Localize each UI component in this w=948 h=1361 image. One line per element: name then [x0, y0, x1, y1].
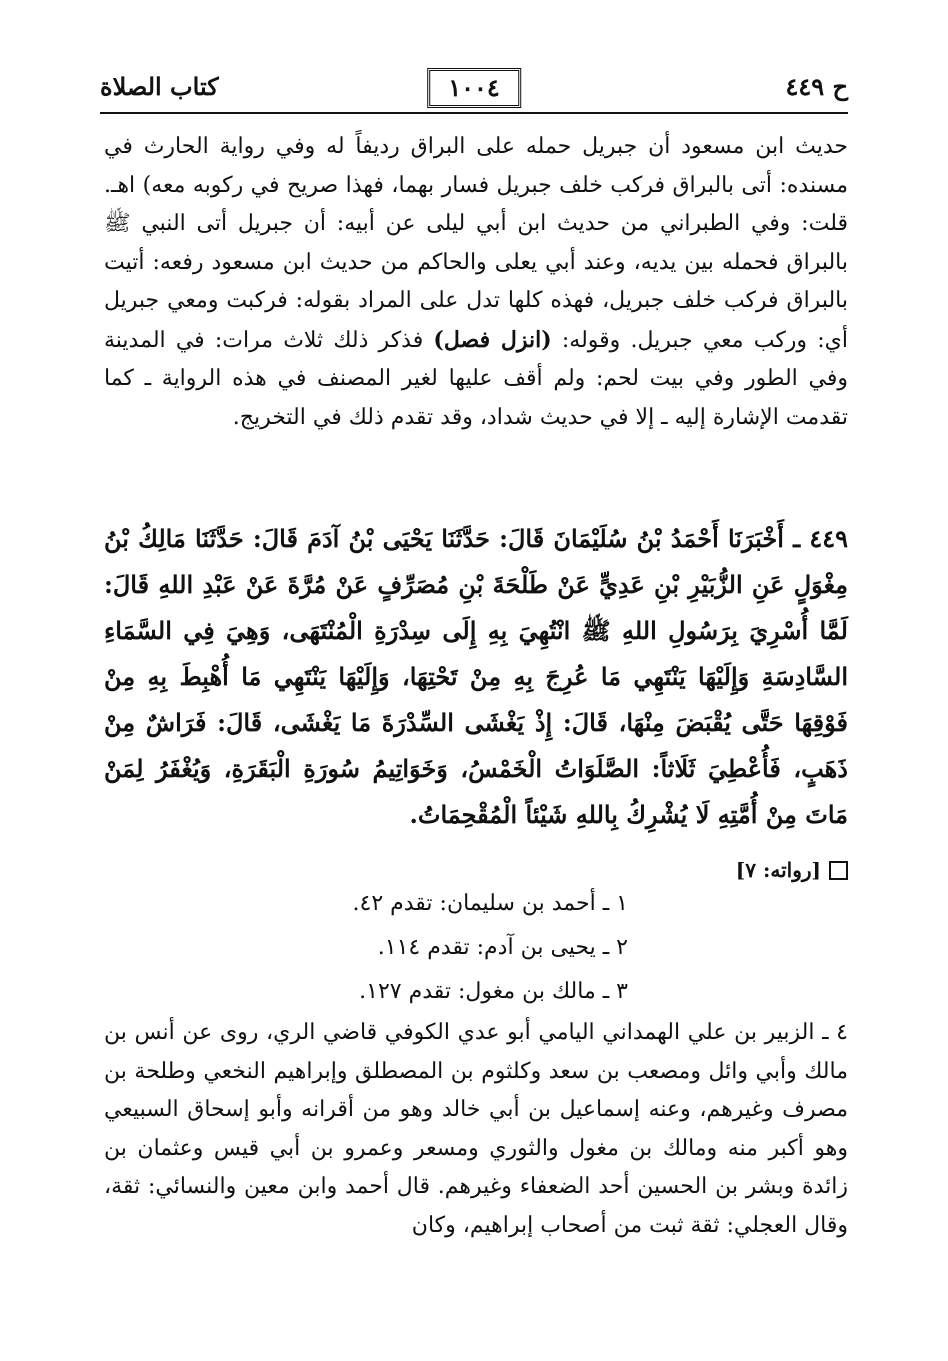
header-rule: [100, 112, 848, 114]
hadith-paragraph: [104, 516, 848, 838]
narrators-section: [104, 858, 848, 1245]
narrator-item: ٣ ـ مالك بن مغول: تقدم ١٢٧.: [359, 979, 628, 1004]
narrator-bio: ٤ ـ الزبير بن علي الهمداني اليامي أبو عدي الكوفي قاضي الري، روى عن أنس بن مالك وأبي وائل ومصعب بن سعد وكلثوم بن المصطلق وإبراهيم النخعي وطلحة بن مصرف وغيرهم، وعنه إسماعيل بن أبي خالد وهو من أقرانه وأبو إسحاق السبيعي وهو أكبر منه ومالك بن مغول والثوري ومسعر وعمرو بن أبي قيس وعثمان بن زائدة وبشر بن الحسين أحد الضعفاء وغيرهم. قال أحمد وابن معين والنسائي: ثقة، وقال العجلي: ثقة ثبت من أصحاب إبراهيم، وكان: [104, 1020, 848, 1238]
page-number: ١٠٠٤: [427, 68, 521, 108]
book-title: كتاب الصلاة: [100, 72, 219, 101]
narrators-list: [104, 882, 848, 1014]
narrators-heading: [104, 858, 848, 882]
commentary-paragraph: [104, 128, 848, 437]
hadith-text: ـ أَخْبَرَنَا أَحْمَدُ بْنُ سُلَيْمَانَ قَالَ: حَدَّثَنَا يَحْيَى بْنُ آدَمَ قَالَ: حَدَّثَنَا مَالِكُ بْنُ مِغْوَلٍ عَنِ الزُّبَيْرِ بْنِ عَدِيٍّ عَنْ طَلْحَةَ بْنِ مُصَرِّفٍ عَنْ مُرَّةَ عَنْ عَبْدِ اللهِ قَالَ: لَمَّا أُسْرِيَ بِرَسُولِ اللهِ ﷺ انْتُهِيَ بِهِ إِلَى سِدْرَةِ الْمُنْتَهَى، وَهِيَ فِي السَّمَاءِ السَّادِسَةِ وَإِلَيْهَا يَنْتَهِي مَا عُرِجَ بِهِ مِنْ تَحْتِهَا، وَإِلَيْهَا يَنْتَهِي مَا أُهْبِطَ بِهِ مِنْ فَوْقِهَا حَتَّى يُقْبَضَ مِنْهَا، قَالَ: إِذْ يَغْشَى السِّدْرَةَ مَا يَغْشَى، قَالَ: فَرَاشٌ مِنْ ذَهَبٍ، فَأُعْطِيَ ثَلَاثاً: الصَّلَوَاتُ الْخَمْسُ، وَخَوَاتِيمُ سُورَةِ الْبَقَرَةِ، وَيُغْفَرُ لِمَنْ مَاتَ مِنْ أُمَّتِهِ لَا يُشْرِكُ بِاللهِ شَيْئاً الْمُقْحِمَاتُ.: [104, 524, 848, 829]
hadith-block: [104, 516, 848, 838]
square-bullet-icon: [829, 861, 848, 880]
hadith-number: ٤٤٩: [809, 524, 849, 553]
commentary-bold-term: (انزل فصل): [433, 326, 552, 353]
commentary-block: [104, 128, 848, 437]
hadith-range-label: ح ٤٤٩: [785, 72, 848, 101]
commentary-text-after: فذكر ذلك ثلاث مرات: في المدينة وفي الطور وفي بيت لحم: ولم أقف عليها لغير المصنف في هذه الرواية ـ كما تقدمت الإشارة إليه ـ إلا في حديث شداد، وقد تقدم ذلك في التخريج.: [104, 327, 848, 430]
commentary-text: حديث ابن مسعود أن جبريل حمله على البراق رديفاً له وفي رواية الحارث في مسنده: أتى بالبراق فركب خلف جبريل فسار بهما، فهذا صريح في ركوبه معه) اهـ. قلت: وفي الطبراني من حديث ابن أبي ليلى عن أبيه: أن جبريل أتى النبي ﷺ بالبراق فحمله بين يديه، وعند أبي يعلى والحاكم من حديث ابن مسعود رفعه: أتيت بالبراق فركب خلف جبريل، فهذه كلها تدل على المراد بقوله: فركبت ومعي جبريل أي: وركب معي جبريل. وقوله:: [104, 134, 848, 353]
page-header: [100, 72, 848, 106]
narrators-heading-text: [رواته: ٧]: [735, 858, 821, 882]
narrator-item: ١ ـ أحمد بن سليمان: تقدم ٤٢.: [352, 891, 628, 916]
narrator-item: ٢ ـ يحيى بن آدم: تقدم ١١٤.: [377, 935, 628, 960]
